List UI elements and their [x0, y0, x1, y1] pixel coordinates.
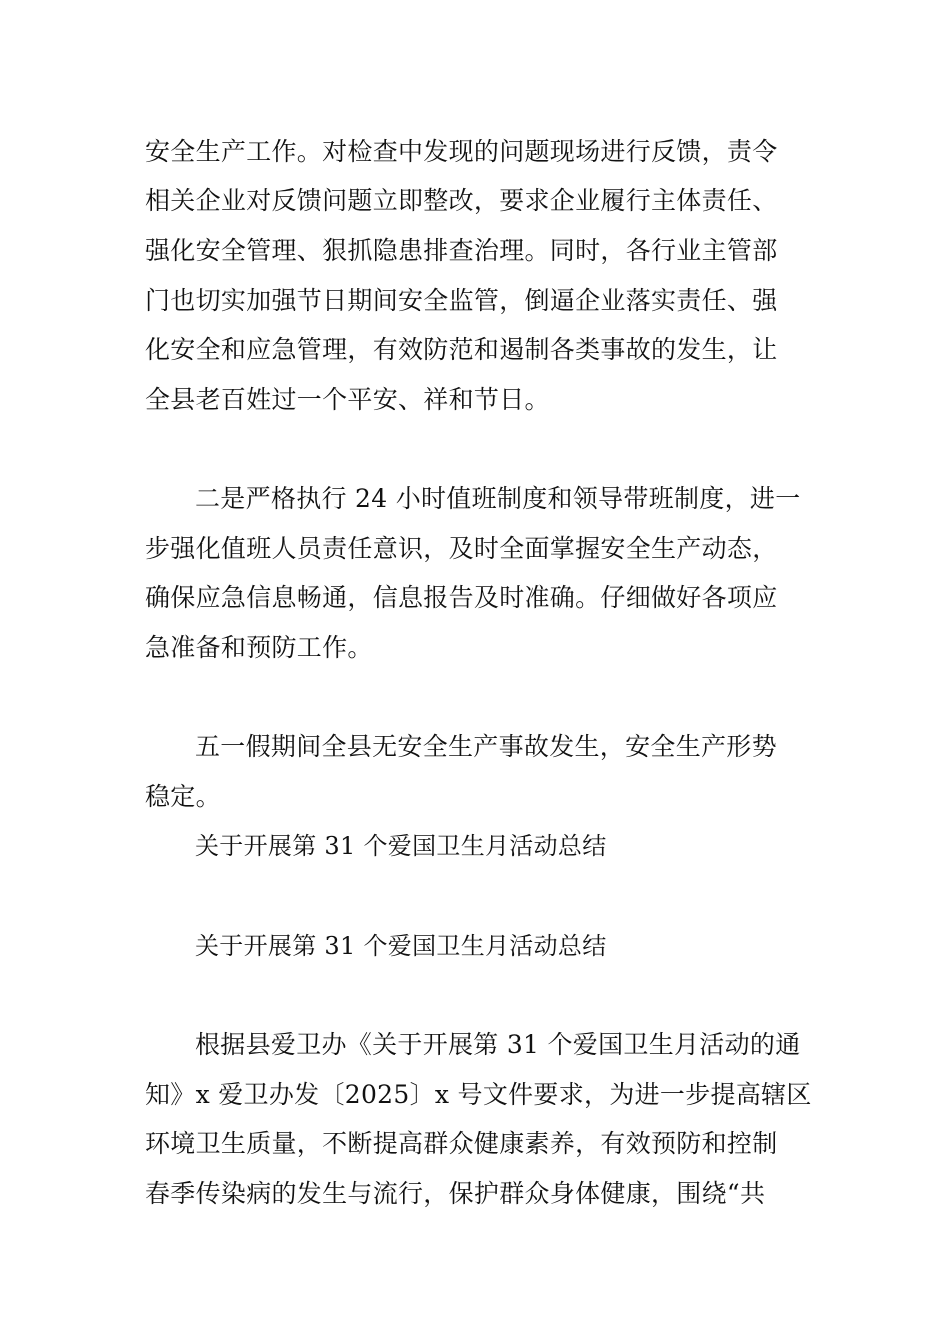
paragraph-3-line-2: 稳定。: [145, 782, 221, 811]
paragraph-3-line-1: 五一假期间全县无安全生产事故发生，安全生产形势: [195, 732, 777, 761]
paragraph-1-line-1: 安全生产工作。对检查中发现的问题现场进行反馈，责令: [145, 137, 778, 166]
document-title: 关于开展第 31 个爱国卫生月活动总结: [195, 832, 607, 860]
paragraph-2-line-3: 确保应急信息畅通，信息报告及时准确。仔细做好各项应: [145, 583, 778, 612]
paragraph-1-line-3: 强化安全管理、狠抓隐患排查治理。同时，各行业主管部: [145, 236, 778, 265]
paragraph-4-line-3: 环境卫生质量，不断提高群众健康素养，有效预防和控制: [145, 1129, 778, 1158]
paragraph-2-line-1: 二是严格执行 24 小时值班制度和领导带班制度，进一: [195, 484, 801, 513]
paragraph-4-line-1: 根据县爱卫办《关于开展第 31 个爱国卫生月活动的通: [195, 1030, 801, 1059]
paragraph-1-line-6: 全县老百姓过一个平安、祥和节日。: [145, 385, 550, 414]
paragraph-4-line-2: 知》x 爱卫办发〔2025〕x 号文件要求，为进一步提高辖区: [145, 1080, 812, 1109]
paragraph-4-line-4: 春季传染病的发生与流行，保护群众身体健康，围绕“共: [145, 1179, 766, 1208]
paragraph-2-line-2: 步强化值班人员责任意识，及时全面掌握安全生产动态，: [145, 534, 778, 563]
document-title-repeat: 关于开展第 31 个爱国卫生月活动总结: [195, 932, 607, 960]
paragraph-2-line-4: 急准备和预防工作。: [145, 633, 373, 662]
paragraph-1-line-2: 相关企业对反馈问题立即整改，要求企业履行主体责任、: [145, 186, 778, 215]
paragraph-1-line-5: 化安全和应急管理，有效防范和遏制各类事故的发生，让: [145, 335, 778, 364]
paragraph-1-line-4: 门也切实加强节日期间安全监管，倒逼企业落实责任、强: [145, 286, 778, 315]
